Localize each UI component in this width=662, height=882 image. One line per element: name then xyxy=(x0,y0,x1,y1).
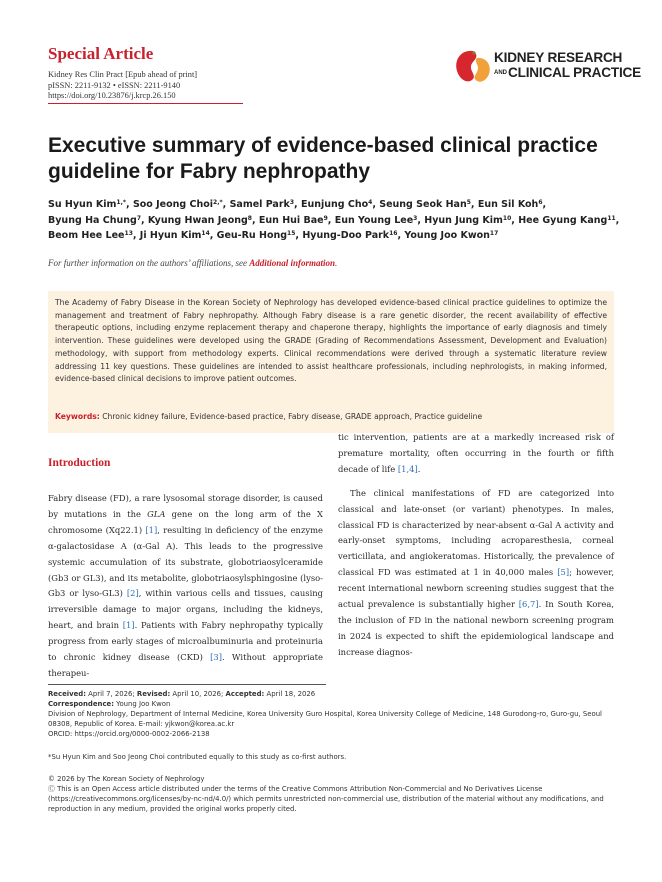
journal-logo xyxy=(454,44,642,84)
affiliation-marker: 13 xyxy=(124,230,133,238)
author-name-text: Samel Park xyxy=(229,199,290,210)
citation-link[interactable]: [5] xyxy=(557,567,570,578)
article-title: Executive summary of evidence-based clinical practice guideline for Fabry nephropathy xyxy=(48,134,598,183)
affiliation-marker: 7 xyxy=(136,214,141,222)
author-name-text: Eun Hui Bae xyxy=(258,214,324,226)
citation-link[interactable]: [3] xyxy=(210,652,223,663)
affiliation-marker: 1,* xyxy=(116,199,127,206)
author-name xyxy=(259,215,328,226)
affiliation-marker: 3 xyxy=(413,214,418,222)
intro-paragraph-1 xyxy=(48,491,323,682)
author-name-text: Hee Gyung Kang xyxy=(518,214,608,226)
citation-link[interactable]: [1,4] xyxy=(397,463,418,474)
further-info-text: For further information on the authors’ affiliations, see xyxy=(48,258,250,268)
additional-information-link[interactable]: Additional information xyxy=(249,258,336,268)
affiliation-marker: 16 xyxy=(389,230,398,238)
author-name xyxy=(48,215,141,226)
article-type-label: Special Article xyxy=(48,44,154,63)
received-label: Received: xyxy=(48,690,86,698)
text-run: ; however, recent international newborn screening studies suggest that the actual prevalence is substantially higher xyxy=(338,567,614,610)
kidney-logo-icon xyxy=(454,49,492,85)
logo-text-and: AND xyxy=(494,70,507,76)
journal-meta xyxy=(48,70,197,102)
text-run: . xyxy=(417,463,421,474)
keywords-label: Keywords: xyxy=(55,412,100,421)
text-run: . In South Korea, the inclusion of FD in the national newborn screening program in 2024 is expected to shift the epidemiological landscape and increase diagnos- xyxy=(338,599,614,657)
citation-link[interactable]: [2] xyxy=(126,588,139,599)
logo-text-line1: KIDNEY RESEARCH xyxy=(494,50,623,65)
footnote-divider xyxy=(48,684,326,685)
license-text: Ⓒ This is an Open Access article distributed under the terms of the Creative Commons Attribution Non-Commercial and No Derivatives License (https://creativecommons.org/licenses/by-nc-nd/4.0/) which permits unrestricted non-commercial use, distribution of the material without any modifications, and reproduction in any medium, provided the original works properly cited. xyxy=(48,785,604,814)
author-name-text: Eunjung Cho xyxy=(300,199,369,210)
received-dates xyxy=(48,689,614,699)
author-name xyxy=(302,230,397,241)
doi-link[interactable]: https://doi.org/10.23876/j.krcp.26.150 xyxy=(48,91,176,101)
author-name xyxy=(140,230,210,241)
citation-link[interactable]: [6,7] xyxy=(518,599,539,610)
author-name xyxy=(301,199,372,210)
author-name-text: Beom Hee Lee xyxy=(48,230,125,242)
received-date: April 7, 2026; xyxy=(85,690,137,698)
revised-date: April 10, 2026; xyxy=(170,690,226,698)
text-run: The clinical manifestations of FD are categorized into classical and late-onset (or variant) phenotypes. In males, classical FD is characterized by near-absent α-Gal A activity and early-onset symptoms, including acroparesthesia, corneal verticillata, and angiokeratomas. Historically, the prevalence of classical FD was estimated at 1 in 40,000 males xyxy=(338,487,614,578)
body-column-right xyxy=(338,430,614,661)
affiliation-address: Division of Nephrology, Department of Internal Medicine, Korea University Guro Hospital, Korea University College of Medicine, 148 Gurodong-ro, Guro-gu, Seoul 08308, Republic of Korea. E-mail: yjkwon@korea.ac.kr xyxy=(48,710,602,729)
further-info-period: . xyxy=(335,258,338,268)
revised-label: Revised: xyxy=(136,690,171,698)
author-name-text: Byung Ha Chung xyxy=(48,214,137,226)
orcid[interactable]: ORCID: https://orcid.org/0000-0002-2066-2138 xyxy=(48,730,210,739)
co-first-author-note: *Su Hyun Kim and Soo Jeong Choi contributed equally to this study as co-first authors. xyxy=(48,753,347,761)
accepted-date: April 18, 2026 xyxy=(264,690,316,698)
issn: pISSN: 2211-9132 • eISSN: 2211-9140 xyxy=(48,80,181,90)
author-name-text: Young Joo Kwon xyxy=(404,230,490,242)
correspondence-footnote xyxy=(48,689,614,739)
text-run: Fabry disease (FD), a rare lysosomal storage disorder, is caused by mutations in the xyxy=(48,493,323,519)
keywords-list: Chronic kidney failure, Evidence-based practice, Fabry disease, GRADE approach, Practice guideline xyxy=(99,412,483,421)
author-name xyxy=(424,215,511,226)
author-name xyxy=(133,199,223,210)
affiliation-marker: 3 xyxy=(289,199,295,206)
keywords xyxy=(55,412,482,421)
text-run: gene on the long arm of the X chromosome (Xq22.1) xyxy=(48,508,323,535)
text-run: tic intervention, patients are at a markedly increased risk of premature mortality, often occurring in the fourth or fifth decade of life xyxy=(338,432,614,474)
affiliation-marker: 5 xyxy=(466,199,471,206)
affiliation-marker: 11 xyxy=(607,214,616,222)
logo-text-line2: CLINICAL PRACTICE xyxy=(508,65,642,80)
text-run: , within various cells and tissues, causing irreversible damage to major organs, including the kidneys, heart, and brain xyxy=(48,588,324,631)
affiliation-marker: 9 xyxy=(323,214,328,222)
body-column-left xyxy=(48,491,323,682)
author-name-text: Eun Young Lee xyxy=(334,214,414,226)
affiliation-marker: 2,* xyxy=(213,199,223,206)
affiliation-marker: 17 xyxy=(489,230,499,238)
citation-link[interactable]: [1] xyxy=(145,524,158,535)
affiliation-marker: 8 xyxy=(247,214,252,222)
affiliation-marker: 15 xyxy=(287,230,296,238)
further-information-note xyxy=(48,258,337,268)
header-divider xyxy=(48,103,243,104)
affiliation-marker: 6 xyxy=(538,199,543,206)
citation-link[interactable]: [1] xyxy=(122,620,135,631)
abstract-box xyxy=(48,291,614,433)
author-name xyxy=(48,230,133,241)
author-name xyxy=(478,199,543,210)
correspondence-name: Young Joo Kwon xyxy=(113,700,171,709)
author-name xyxy=(217,230,296,241)
correspondence-label: Correspondence: xyxy=(48,700,114,709)
author-name-text: Soo Jeong Choi xyxy=(132,199,214,210)
text-run: , resulting in deficiency of the enzyme α-galactosidase A (α-Gal A). This leads to the progressive systemic accumulation of its substrate, globotriaosylceramide (Gb3 or GL3), and its metabolite, globotriaosylsphingosine (lyso-Gb3 or lyso-GL3) xyxy=(48,524,323,599)
section-heading-introduction: Introduction xyxy=(48,457,111,469)
author-name xyxy=(404,230,498,241)
author-name-text: Ji Hyun Kim xyxy=(139,230,202,242)
journal-citation: Kidney Res Clin Pract [Epub ahead of print] xyxy=(48,70,198,79)
author-name-text: Su Hyun Kim xyxy=(48,199,117,210)
author-list: Su Hyun Kim$^{1,*}$, Soo Jeong Choi$^{2,*}$, Samel Park$^3$, Eunjung Cho$^4$, Seung Seok Han$^5$, Eun Sil Koh$^6$, Byung Ha Chung$^7$, Kyung Hwan Jeong$^8$, Eun Hui Bae$^9$, Eun Young Lee$^3$, Hyun Jung Kim$^{10}$, Hee Gyung Kang$^{11}$, Beom Hee Lee$^{13}$, Ji Hyun Kim$^{14}$, Geu-Ru Hong$^{15}$, Hyung-Doo Park$^{16}$, Young Joo Kwon$^{17}$ xyxy=(48,199,620,242)
author-name-text: Seung Seok Han xyxy=(379,199,467,210)
accepted-label: Accepted: xyxy=(225,690,265,698)
author-name-text: Hyung-Doo Park xyxy=(302,230,390,242)
affiliation-marker: 14 xyxy=(201,230,210,238)
text-run: . Without appropriate therapeu- xyxy=(48,652,323,678)
author-name-text: Kyung Hwan Jeong xyxy=(147,214,248,226)
gene-name: GLA xyxy=(147,508,166,519)
author-name-text: Eun Sil Koh xyxy=(477,199,539,210)
author-name xyxy=(148,215,252,226)
intro-paragraph-1-continued xyxy=(338,430,614,478)
correspondence xyxy=(48,699,614,709)
author-name xyxy=(48,199,126,210)
text-run: . Patients with Fabry nephropathy typically progress from early stages of microalbuminuria and proteinuria to chronic kidney disease (CKD) xyxy=(48,620,324,663)
author-name-text: Geu-Ru Hong xyxy=(216,230,288,242)
author-name xyxy=(379,199,471,210)
author-name xyxy=(335,215,418,226)
author-name xyxy=(230,199,294,210)
affiliation-marker: 10 xyxy=(502,214,512,222)
abstract-text: The Academy of Fabry Disease in the Korean Society of Nephrology has developed evidence-based clinical practice guidelines to optimize the management and treatment of Fabry nephropathy. Although Fabry disease is a rare genetic disorder, the recent availability of effective therapeutic options, including enzyme replacement therapy and chaperone therapy, highlights the importance of early diagnosis and timely intervention. These guidelines were developed using the GRADE (Grading of Recommendations Assessment, Development and Evaluation) methodology, with support from methodology experts. Clinical recommendations were derived through a systematic literature review addressing 11 key questions. These guidelines are intended to assist healthcare professionals, including nephrologists, in making informed, evidence-based clinical decisions to improve patient outcomes. xyxy=(55,298,607,384)
author-name-text: Hyun Jung Kim xyxy=(424,214,503,226)
license-footnote xyxy=(48,774,614,814)
intro-paragraph-2 xyxy=(338,486,614,661)
author-name xyxy=(518,215,615,226)
affiliation-marker: 4 xyxy=(368,199,373,206)
copyright: © 2026 by The Korean Society of Nephrology xyxy=(48,775,205,783)
